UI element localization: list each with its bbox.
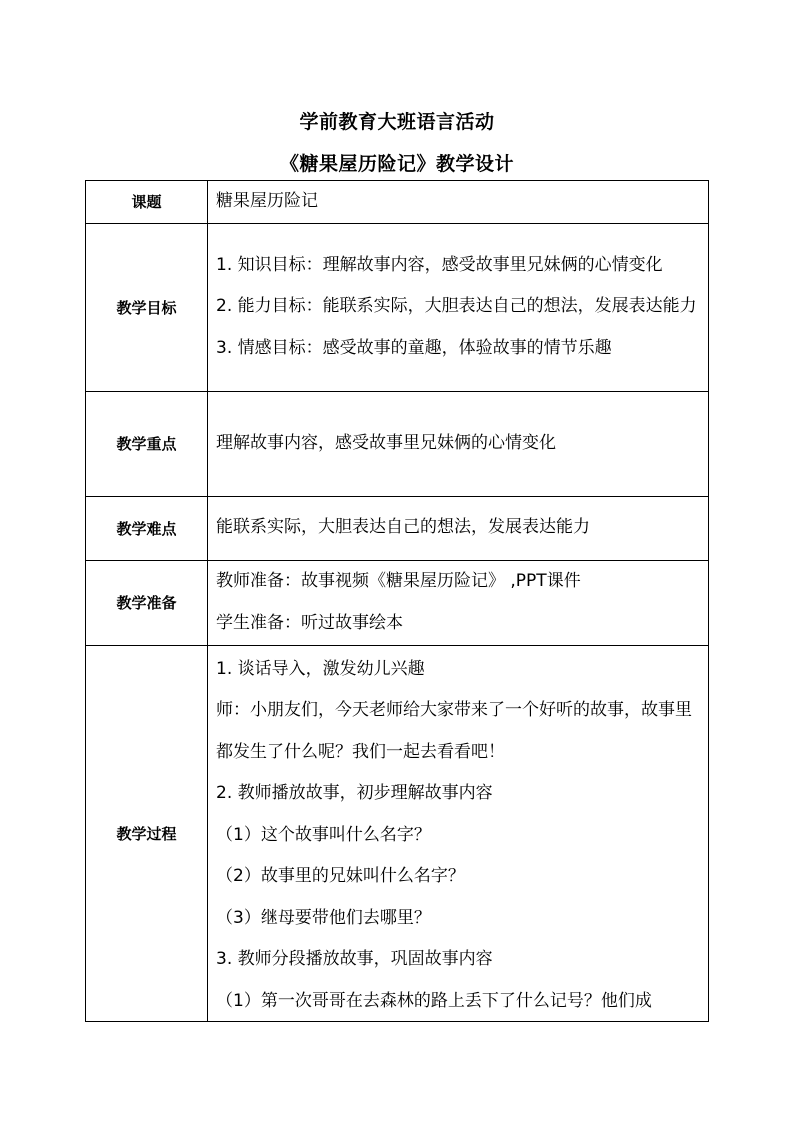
- process-item: （1）这个故事叫什么名字？: [216, 824, 431, 845]
- process-item: 3. 教师分段播放故事，巩固故事内容: [216, 949, 493, 969]
- process-content: [208, 645, 709, 1021]
- key-points-label: 教学重点: [86, 391, 208, 496]
- preparation-item: 教师准备：故事视频《糖果屋历险记》 ,PPT课件: [216, 571, 581, 591]
- goals-content: [208, 223, 709, 391]
- process-item: （2）故事里的兄妹叫什么名字？: [216, 866, 465, 886]
- difficulties-content: [208, 496, 709, 560]
- goal-item: 3. 情感目标：感受故事的童趣，体验故事的情节乐趣: [216, 337, 612, 358]
- row-key-points: [86, 391, 709, 496]
- preparation-label: 教学准备: [86, 560, 208, 645]
- row-preparation: [86, 560, 709, 645]
- difficulties-label: 教学难点: [86, 496, 208, 560]
- process-text-box: [216, 649, 704, 1019]
- row-process: [86, 645, 709, 1021]
- goals-label: 教学目标: [86, 223, 208, 391]
- document-title-line1: 学前教育大班语言活动: [299, 111, 495, 133]
- row-topic: [86, 181, 709, 224]
- row-difficulties: [86, 496, 709, 560]
- process-item: （1）第一次哥哥在去森林的路上丢下了什么记号？他们成: [216, 990, 652, 1011]
- topic-value: [208, 181, 709, 224]
- lesson-plan-table: [85, 180, 709, 1022]
- row-goals: [86, 223, 709, 391]
- goal-item: 2. 能力目标：能联系实际，大胆表达自己的想法，发展表达能力: [216, 296, 697, 317]
- key-points-text: 理解故事内容，感受故事里兄妹俩的心情变化: [216, 432, 556, 453]
- difficulties-text: 能联系实际，大胆表达自己的想法，发展表达能力: [216, 517, 590, 538]
- goal-item: 1. 知识目标：理解故事内容，感受故事里兄妹俩的心情变化: [216, 254, 663, 275]
- process-label: 教学过程: [86, 645, 208, 1021]
- topic-text: 糖果屋历险记: [216, 191, 318, 211]
- process-item: 1. 谈话导入，激发幼儿兴趣: [216, 658, 425, 679]
- process-item: （3）继母要带他们去哪里？: [216, 907, 431, 928]
- preparation-item: 学生准备：听过故事绘本: [216, 612, 403, 633]
- process-item: 师：小朋友们，今天老师给大家带来了一个好听的故事，故事里都发生了什么呢？我们一起去看看吧！: [216, 700, 692, 762]
- document-title-line2: 《糖果屋历险记》教学设计: [279, 153, 514, 175]
- key-points-content: [208, 391, 709, 496]
- topic-label: 课题: [86, 181, 208, 224]
- process-item: 2. 教师播放故事，初步理解故事内容: [216, 783, 493, 803]
- preparation-content: [208, 560, 709, 645]
